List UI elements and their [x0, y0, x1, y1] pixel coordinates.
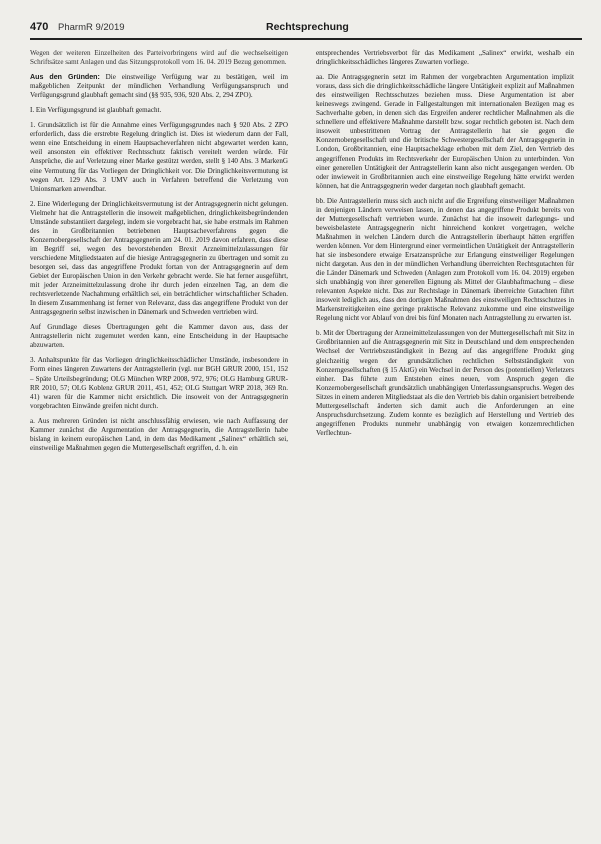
journal-name: PharmR 9/2019	[58, 22, 125, 33]
reasons-text: Die einstweilige Verfügung war zu bestätigen, weil im maßgeblichen Zeitpunkt der mündlichen Verhandlung Verfügungsanspruch und Verfügungsgrund glaubhaft gemacht sind (§§ 935, 936, 920 Abs. 2, 294 ZPO).	[30, 73, 288, 100]
reasons-paragraph	[30, 73, 288, 100]
paragraph: b. Mit der Übertragung der Arzneimittelzulassungen von der Muttergesellschaft mit Sitz in Großbritannien auf die Antragsgegnerin mit Sitz in Deutschland und dem entsprechenden Wechsel der Vertriebszuständigkeit in Bezug auf das angegriffene Produkt ging gleichzeitig wegen der grundsätzlichen rechtlichen Selbstständigkeit von Konzerngesellschaften (§ 15 AktG) ein Wechsel in der Person des (potentiellen) Verletzers einher. Das führte zum Entstehen eines neuen, vom Anspruch gegen die Konzernobergesellschaft grundsätzlich unabhängigen Unterlassungsanspruchs. Wegen des Sitzes in einem anderen Mitgliedstaat als die den Vertrieb bis dahin organisiert betreibende Muttergesellschaft änderten sich damit auch die Anforderungen an eine Anspruchsdurchsetzung. Zudem konnte es bezüglich auf Herstellung und Vertrieb des angegriffenen Produkts nunmehr unabhängig von etwaigen konzernrechtlichen Verflechtun-	[316, 329, 574, 437]
paragraph: aa. Die Antragsgegnerin setzt im Rahmen der vorgebrachten Argumentation implizit voraus, dass sich die dringlichkeitsschädliche längere Untätigkeit explizit auf Maßnahmen des einstweiligen Rechtsschutzes beziehen muss. Diese Argumentation ist aber keineswegs zwingend. Gerade in Fallgestaltungen mit internationalen Bezügen mag es Sachverhalte geben, in denen sich das Ergreifen anderer rechtlicher Maßnahmen als die schnellere und effektivere Maßnahme darstellt bzw. sogar rechtlich geboten ist. Nach dem insoweit unbestrittenen Vortrag der Antragstellerin hat sie gegen die Konzernobergesellschaft und die britische Schwestergesellschaft der Antragsgegnerin in London, Großbritannien, eine Hauptsacheklage erhoben mit dem Ziel, den Vertrieb des angegriffenen Produkts im Rechtsverkehr der Europäischen Union zu unterbinden. Von einer generellen Untätigkeit der Antragstellerin kann also nicht ausgegangen werden. Ob oder inwieweit in Großbritannien auch eine einstweilige Regelung hätte erwirkt werden können, hat die Antragsgegnerin weder dargetan noch glaubhaft gemacht.	[316, 73, 574, 190]
right-column	[316, 49, 574, 444]
paragraph: 1. Grundsätzlich ist für die Annahme eines Verfügungsgrundes nach § 920 Abs. 2 ZPO erforderlich, dass die erstrebte Regelung dringlich ist. Dies ist wiederum dann der Fall, wenn eine Entscheidung in einem Hauptsacheverfahren nicht abgewartet werden kann, weil ansonsten ein effektiver Rechtsschutz faktisch vereitelt werden würde. Für Ansprüche, die auf Verletzung einer Marke gestützt werden, stellt § 140 Abs. 3 MarkenG eine Vermutung für das Vorliegen der Dringlichkeit vor. Die Dringlichkeitsvermutung ist wegen Art. 129 Abs. 3 UMV auch in Verfahren betreffend die Verletzung von Unionsmarken anwendbar.	[30, 121, 288, 193]
page-header	[30, 18, 582, 40]
paragraph: a. Aus mehreren Gründen ist nicht anschlussfähig erwiesen, wie nach Auffassung der Kammer zunächst die Argumentation der Antragsgegnerin, die Antragstellerin habe bislang in keinem europäischen Land, in dem das Medikament „Salinex“ erhältlich sei, einstweilige Maßnahmen gegen die Muttergesellschaft ergriffen, d. h. ein	[30, 416, 288, 452]
subsection-heading: I. Ein Verfügungsgrund ist glaubhaft gemacht.	[30, 106, 162, 115]
paragraph: 3. Anhaltspunkte für das Vorliegen dringlichkeitsschädlicher Umstände, insbesondere in Form eines längeren Zuwartens der Antragstellerin (vgl. nur BGH GRUR 2000, 151, 152 – Späte Urteilsbegründung; OLG München WRP 2008, 972, 976; OLG Hamburg GRUR-RR 2010, 57; OLG Koblenz GRUR 2011, 451, 452; OLG Stuttgart WRP 2018, 369 Rn. 41) waren für die Kammer nicht ersichtlich. Die insoweit von der Antragsgegnerin vorgebrachten Einwände greifen nicht durch.	[30, 356, 288, 410]
paragraph: Auf Grundlage dieses Übertragungen geht die Kammer davon aus, dass der Antragstellerin nicht zugemutet werden kann, eine Entscheidung in der Hauptsache abzuwarten.	[30, 323, 288, 350]
page-number: 470	[30, 21, 49, 33]
header-rule	[30, 38, 582, 40]
paragraph: entsprechendes Vertriebsverbot für das Medikament „Salinex“ erwirkt, weshalb ein dringlichkeitsschädliches längeres Zuwarten vorliege.	[316, 49, 574, 67]
left-column	[30, 49, 288, 459]
paragraph: 2. Eine Widerlegung der Dringlichkeitsvermutung ist der Antragsgegnerin nicht gelungen. Vielmehr hat die Antragstellerin die insoweit maßgeblichen, dringlichkeitsbegründenden Umstände substantiiert dargelegt, indem sie vorgebracht hat, sie habe erstmals im Rahmen des in Großbritannien betriebenen Hauptsacheverfahrens gegen die Konzernobergesellschaft der Antragsgegnerin am 24. 01. 2019 davon erfahren, dass diese im Begriff sei, wegen des bevorstehenden Brexit Arzneimittelzulassungen für verschiedene Mitgliedstaaten auf die hiesige Antragsgegnerin zu übertragen und somit zu besorgen sei, dass das angegriffene Produkt fortan von der Antragsgegnerin auf dem Gebiet der Europäischen Union in den Verkehr gebracht werde. Sie hat ferner ausgeführt, mit jeder Arzneimittelzulassung drohe ihr durch jeden einzelnen Tag, an dem die rechtsverletzende Nachahmung erhältlich sei, ein beträchtlicher wirtschaftlicher Schaden. In diesem Zusammenhang ist ferner von Relevanz, dass das angegriffene Produkt von der Antragsgegnerin selbst inzwischen in Dänemark und Schweden vertrieben wird.	[30, 199, 288, 317]
section-title: Rechtsprechung	[266, 21, 349, 33]
paragraph: bb. Die Antragstellerin muss sich auch nicht auf die Ergreifung einstweiliger Maßnahmen in denjenigen Ländern verweisen lassen, in denen das angegriffene Produkt bereits von der Muttergesellschaft vertrieben wurde. Zunächst hat die insoweit darlegungs- und beweisbelastete Antragsgegnerin nicht hinreichend konkret vorgetragen, welche Maßnahmen in welchen Ländern durch die Antragstellerin überhaupt hätten ergriffen werden können. Vor dem Hintergrund einer vermeintlichen Untätigkeit der Antragstellerin hat sie insbesondere etwaige Ersatzansprüche zur Erlangung einstweiliger Regelungen nicht dargetan. Aus den in der mündlichen Verhandlung überreichten Rechtsgutachten für die Länder Dänemark und Schweden (Anlagen zum Protokoll vom 16. 04. 2019) ergeben sich unabhängig von ihrer generellen Eignung als Mittel der Glaubhaftmachung – diese relevanten Aspekte nicht. Das zur Rechtslage in Dänemark überreichte Gutachten führt insoweit lediglich aus, dass den dortigen Maßnahmen des einstweiligen Rechtsschutzes in Markenstreitigkeiten eine geringe praktische Relevanz zukomme und eine einstweilige Regelung nicht vor Ablauf von drei bis fünf Monaten nach Antragstellung zu erwarten ist.	[316, 196, 574, 323]
intro-paragraph: Wegen der weiteren Einzelheiten des Parteivorbringens wird auf die wechselseitigen Schriftsätze samt Anlagen und das Sitzungsprotokoll vom 16. 04. 2019 Bezug genommen.	[30, 49, 288, 67]
reasons-heading: Aus den Gründen:	[30, 73, 100, 82]
